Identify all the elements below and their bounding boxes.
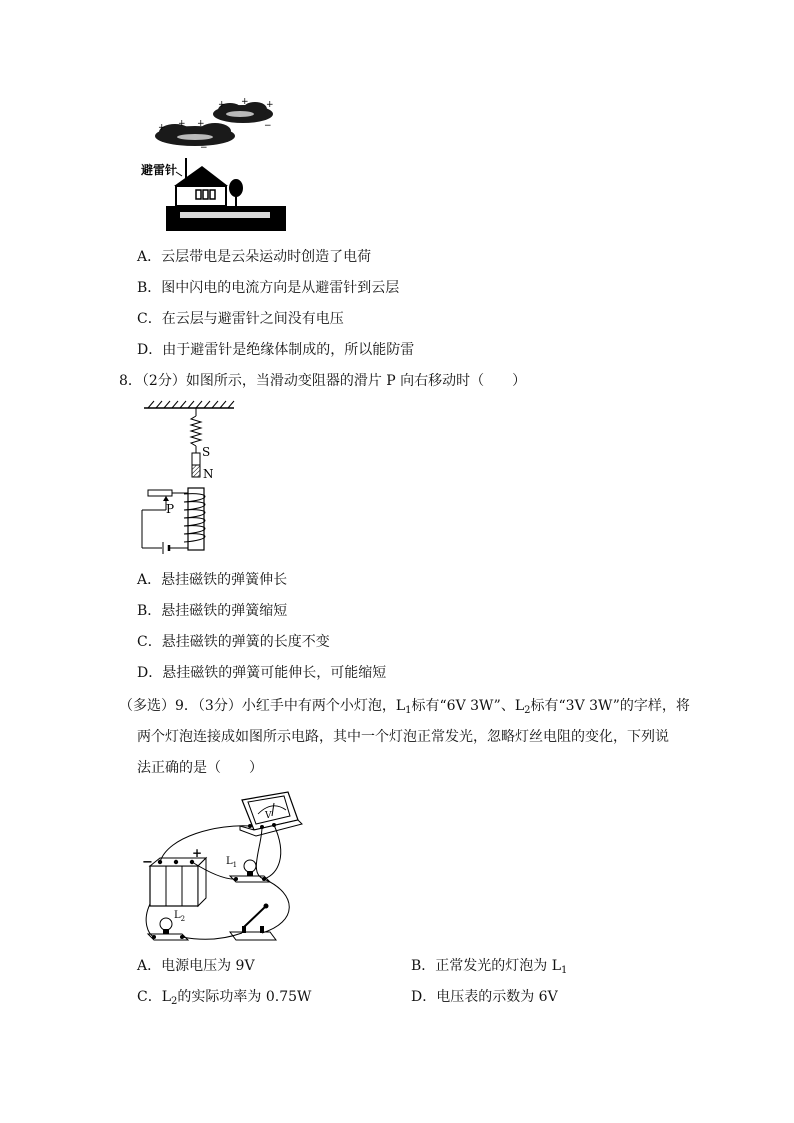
house-icon: [174, 166, 228, 206]
q9-option-c[interactable]: [137, 988, 311, 1011]
svg-text:+: +: [158, 123, 166, 133]
battery-plus-label: +: [192, 846, 203, 860]
q8-stem: 8．（2分）如图所示，当滑动变阻器的滑片 P 向右移动时（ ）: [119, 373, 527, 389]
q8-option-d[interactable]: D．悬挂磁铁的弹簧可能伸长，可能缩短: [137, 665, 387, 681]
bulb-l1-icon: [226, 856, 270, 882]
bar-magnet-bottom: [192, 465, 200, 477]
svg-text:−: −: [200, 143, 208, 153]
spring: [191, 408, 201, 453]
q9-stem-prefix: （多选）9．（3分）小红手中有两个小灯泡，: [119, 698, 396, 714]
q9-option-c-suffix: 的实际功率为 0.75W: [177, 989, 312, 1005]
q9-option-a[interactable]: A．电源电压为 9V: [137, 958, 255, 974]
svg-text:+: +: [241, 97, 249, 107]
rheostat: [148, 490, 172, 496]
q8-option-c[interactable]: C．悬挂磁铁的弹簧的长度不变: [137, 634, 330, 650]
voltmeter-icon: [240, 792, 302, 836]
q9-stem-l2: L: [514, 698, 525, 714]
bulb-voltmeter-circuit-figure: [138, 786, 308, 946]
svg-text:L1: [226, 856, 237, 869]
q8-option-a[interactable]: A．悬挂磁铁的弹簧伸长: [137, 572, 288, 588]
q9-stem-l1-sub: 1: [405, 705, 412, 716]
tree-icon: [229, 179, 243, 206]
q7-option-c[interactable]: C．在云层与避雷针之间没有电压: [137, 311, 344, 327]
bulb-l2-icon: [148, 910, 188, 940]
q9-stem-mark1: 标有“6V 3W”、: [411, 698, 515, 714]
q9-option-c-text: C．L: [137, 989, 172, 1005]
q9-stem-l2-sub: 2: [524, 705, 531, 716]
q9-option-b[interactable]: [411, 957, 567, 980]
storm-cloud-left: [155, 119, 235, 153]
lightning-rod-label: 避雷针: [141, 163, 178, 177]
q7-option-b[interactable]: B．图中闪电的电流方向是从避雷针到云层: [137, 280, 400, 296]
q9-option-b-sub: 1: [561, 965, 568, 976]
battery-icon: [163, 542, 169, 554]
ground: [166, 206, 286, 231]
q9-option-c-sub: 2: [171, 996, 178, 1007]
battery-minus-label: −: [142, 855, 153, 870]
q9-stem-l1: L: [395, 698, 406, 714]
q9-stem-mark2: 标有“3V 3W”的字样，将: [530, 698, 690, 714]
q9-stem-line3: 法正确的是（ ）: [137, 760, 263, 776]
pole-s-label: S: [202, 445, 211, 459]
svg-text:+: +: [178, 119, 186, 129]
bulb-l2-label-sub: 2: [180, 915, 186, 923]
svg-text:−: −: [264, 121, 272, 131]
bulb-l1-label-sub: 1: [232, 861, 238, 869]
bar-magnet-top: [192, 453, 200, 465]
bulb-l1-label: L: [226, 856, 233, 867]
slider-p-label: P: [166, 502, 175, 516]
pole-n-label: N: [203, 467, 214, 481]
svg-text:L2: [174, 910, 185, 923]
voltmeter-v-label: V: [265, 811, 272, 821]
svg-text:+: +: [197, 119, 205, 129]
lightning-rod-figure: [140, 96, 300, 236]
q9-option-d[interactable]: D．电压表的示数为 6V: [411, 989, 558, 1005]
q7-option-a[interactable]: A．云层带电是云朵运动时创造了电荷: [137, 249, 372, 265]
bulb-l2-label: L: [174, 910, 181, 921]
svg-text:+: +: [218, 100, 226, 110]
q9-stem-line1: [119, 697, 690, 720]
q9-stem-line2: 两个灯泡连接成如图所示电路，其中一个灯泡正常发光，忽略灯丝电阻的变化，下列说: [137, 729, 669, 745]
q7-option-d[interactable]: D．由于避雷针是绝缘体制成的，所以能防雷: [137, 342, 415, 358]
q8-option-b[interactable]: B．悬挂磁铁的弹簧缩短: [137, 603, 288, 619]
battery-pack-icon: [142, 846, 206, 906]
svg-text:+: +: [266, 100, 274, 110]
q9-option-b-text: B．正常发光的灯泡为 L: [411, 958, 562, 974]
electromagnet-spring-figure: [136, 398, 246, 558]
